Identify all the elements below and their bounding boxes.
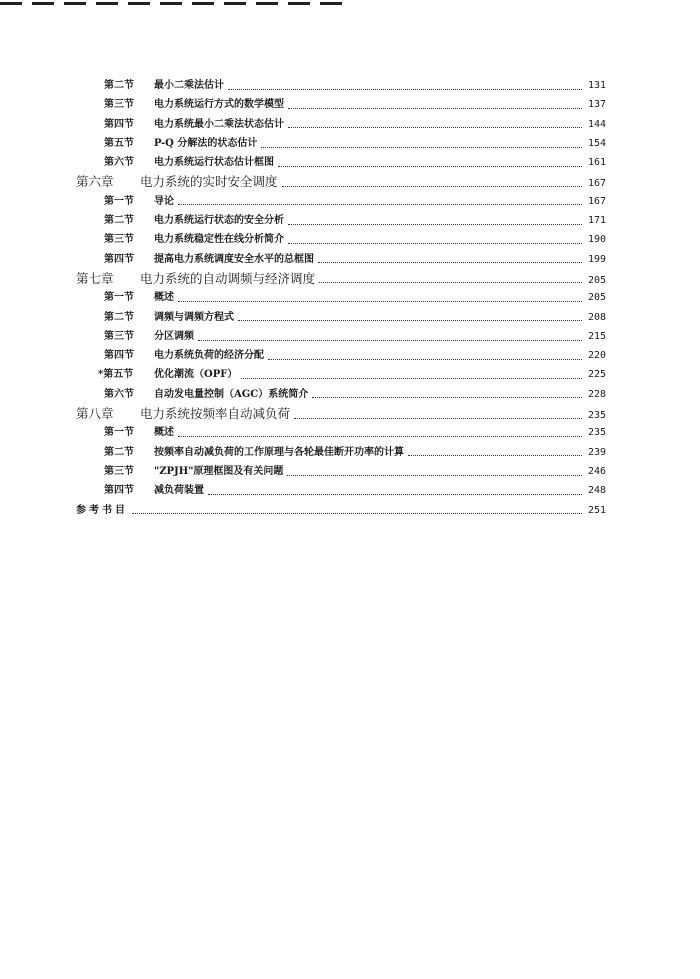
dot-leader xyxy=(287,468,582,476)
dash xyxy=(64,2,86,5)
toc-entry-title: 电力系统的实时安全调度 xyxy=(140,174,278,190)
toc-section-entry xyxy=(76,365,606,384)
toc-entry-title: 电力系统按频率自动减负荷 xyxy=(140,406,291,422)
toc-entry-title: 电力系统最小二乘法状态估计 xyxy=(154,118,284,130)
toc-section-entry xyxy=(76,462,606,481)
toc-entry-title: 最小二乘法估计 xyxy=(154,80,224,91)
dot-leader xyxy=(282,177,582,187)
toc-entry-title: 减负荷装置 xyxy=(154,485,204,497)
toc-entry-number: 第四节 xyxy=(104,350,134,362)
toc-entry-page: 251 xyxy=(587,504,606,516)
toc-entry-title: "ZPJH"原理框图及有关问题 xyxy=(154,465,284,477)
toc-entry-page: 235 xyxy=(587,427,606,439)
toc-entry-page: 137 xyxy=(587,99,606,111)
toc-entry-title: 优化潮流（OPF） xyxy=(154,369,238,381)
dash xyxy=(256,2,278,5)
dot-leader xyxy=(288,236,582,244)
toc-section-entry xyxy=(76,443,606,462)
toc-entry-number: 第四节 xyxy=(104,253,134,265)
toc-entry-page: 171 xyxy=(587,215,606,227)
toc-chapter-entry xyxy=(76,172,606,191)
dot-leader xyxy=(238,313,582,321)
toc-entry-page: 208 xyxy=(587,311,606,323)
toc-bibliography-entry xyxy=(76,501,606,520)
toc-entry-number: 第六章 xyxy=(76,174,114,190)
toc-entry-title: 电力系统稳定性在线分析简介 xyxy=(154,234,284,246)
toc-section-entry xyxy=(76,327,606,346)
toc-section-entry xyxy=(76,250,606,269)
toc-entry-title: 电力系统的自动调频与经济调度 xyxy=(140,270,316,286)
dash xyxy=(224,2,246,5)
dot-leader xyxy=(294,409,582,419)
toc-section-entry xyxy=(76,346,606,365)
toc-entry-number: 第一节 xyxy=(104,195,134,207)
toc-chapter-entry xyxy=(76,404,606,423)
toc-entry-page: 154 xyxy=(587,137,606,149)
toc-entry-number: 第一节 xyxy=(104,292,134,304)
dash xyxy=(320,2,342,5)
dot-leader xyxy=(228,82,582,90)
toc-entry-page: 205 xyxy=(587,274,606,286)
toc-entry-page: 235 xyxy=(587,410,606,422)
toc-section-entry xyxy=(76,211,606,230)
dot-leader xyxy=(408,448,582,456)
dot-leader xyxy=(278,159,582,167)
toc-entry-title: 电力系统运行方式的数学模型 xyxy=(154,99,284,111)
toc-entry-number: 第三节 xyxy=(104,465,134,477)
toc-entry-title: 导论 xyxy=(154,195,174,207)
toc-entry-page: 199 xyxy=(587,253,606,265)
toc-entry-number: 第三节 xyxy=(104,330,134,342)
toc-section-entry xyxy=(76,308,606,327)
dot-leader xyxy=(208,487,582,495)
dot-leader xyxy=(132,506,582,514)
dash xyxy=(128,2,150,5)
toc-entry-title: 概述 xyxy=(154,427,174,439)
dash xyxy=(0,2,22,5)
toc-entry-title: 分区调频 xyxy=(154,330,194,342)
dot-leader xyxy=(288,101,582,109)
toc-entry-title: 概述 xyxy=(154,292,174,304)
toc-entry-page: 161 xyxy=(587,157,606,169)
toc-section-entry xyxy=(76,230,606,249)
toc-entry-title: 提高电力系统调度安全水平的总框图 xyxy=(154,253,314,265)
dot-leader xyxy=(178,429,582,437)
toc-entry-page: 167 xyxy=(587,178,606,190)
toc-entry-page: 225 xyxy=(587,369,606,381)
toc-entry-number: 第六节 xyxy=(104,157,134,169)
toc-entry-page: 205 xyxy=(587,292,606,304)
toc-section-entry xyxy=(76,288,606,307)
toc-section-entry xyxy=(76,115,606,134)
toc-entry-title: 调频与调频方程式 xyxy=(154,311,234,323)
toc-entry-title: 参考书目 xyxy=(76,504,128,516)
toc-entry-number: 第二节 xyxy=(104,311,134,323)
toc-entry-number: 第四节 xyxy=(104,485,134,497)
toc-entry-number: 第五节 xyxy=(104,137,134,149)
toc-section-entry xyxy=(76,423,606,442)
toc-entry-number: 第二节 xyxy=(104,215,134,227)
toc-chapter-entry xyxy=(76,269,606,288)
toc-entry-page: 220 xyxy=(587,350,606,362)
toc-entry-title: 电力系统负荷的经济分配 xyxy=(154,350,264,362)
table-of-contents xyxy=(76,76,606,520)
dot-leader xyxy=(178,197,582,205)
toc-entry-number: 第二节 xyxy=(104,80,134,91)
toc-entry-page: 228 xyxy=(587,388,606,400)
toc-section-entry xyxy=(76,76,606,95)
dot-leader xyxy=(312,390,582,398)
toc-section-entry xyxy=(76,134,606,153)
toc-entry-title: P-Q 分解法的状态估计 xyxy=(154,137,258,149)
toc-entry-number: 第二节 xyxy=(104,446,134,458)
toc-entry-number: 第四节 xyxy=(104,118,134,130)
toc-entry-number: 第七章 xyxy=(76,270,114,286)
toc-entry-number: 第八章 xyxy=(76,406,114,422)
toc-entry-page: 131 xyxy=(587,80,606,91)
toc-entry-title: 电力系统运行状态的安全分析 xyxy=(154,215,284,227)
dash xyxy=(96,2,118,5)
toc-entry-number: 第一节 xyxy=(104,427,134,439)
toc-entry-title: 电力系统运行状态估计框图 xyxy=(154,157,274,169)
dot-leader xyxy=(319,274,582,284)
toc-section-entry xyxy=(76,385,606,404)
toc-entry-title: 自动发电量控制（AGC）系统简介 xyxy=(154,388,309,400)
toc-entry-page: 246 xyxy=(587,465,606,477)
dot-leader xyxy=(178,294,582,302)
dot-leader xyxy=(288,120,582,128)
dash xyxy=(32,2,54,5)
dot-leader xyxy=(318,255,582,263)
dot-leader xyxy=(241,371,582,379)
toc-entry-page: 248 xyxy=(587,485,606,497)
dash xyxy=(192,2,214,5)
dot-leader xyxy=(268,352,582,360)
toc-section-entry xyxy=(76,481,606,500)
toc-section-entry xyxy=(76,192,606,211)
dot-leader xyxy=(198,333,582,341)
dot-leader xyxy=(261,140,582,148)
toc-entry-page: 167 xyxy=(587,195,606,207)
toc-entry-page: 215 xyxy=(587,330,606,342)
toc-entry-page: 239 xyxy=(587,446,606,458)
toc-section-entry xyxy=(76,95,606,114)
dash xyxy=(288,2,310,5)
toc-entry-page: 144 xyxy=(587,118,606,130)
toc-entry-page: 190 xyxy=(587,234,606,246)
toc-entry-number: 第六节 xyxy=(104,388,134,400)
toc-entry-number: 第三节 xyxy=(104,234,134,246)
toc-entry-number: 第三节 xyxy=(104,99,134,111)
toc-section-entry xyxy=(76,153,606,172)
toc-entry-number: *第五节 xyxy=(98,369,134,381)
top-edge-dashes xyxy=(0,0,360,6)
dot-leader xyxy=(288,217,582,225)
dash xyxy=(160,2,182,5)
toc-entry-title: 按频率自动减负荷的工作原理与各轮最佳断开功率的计算 xyxy=(154,446,404,458)
